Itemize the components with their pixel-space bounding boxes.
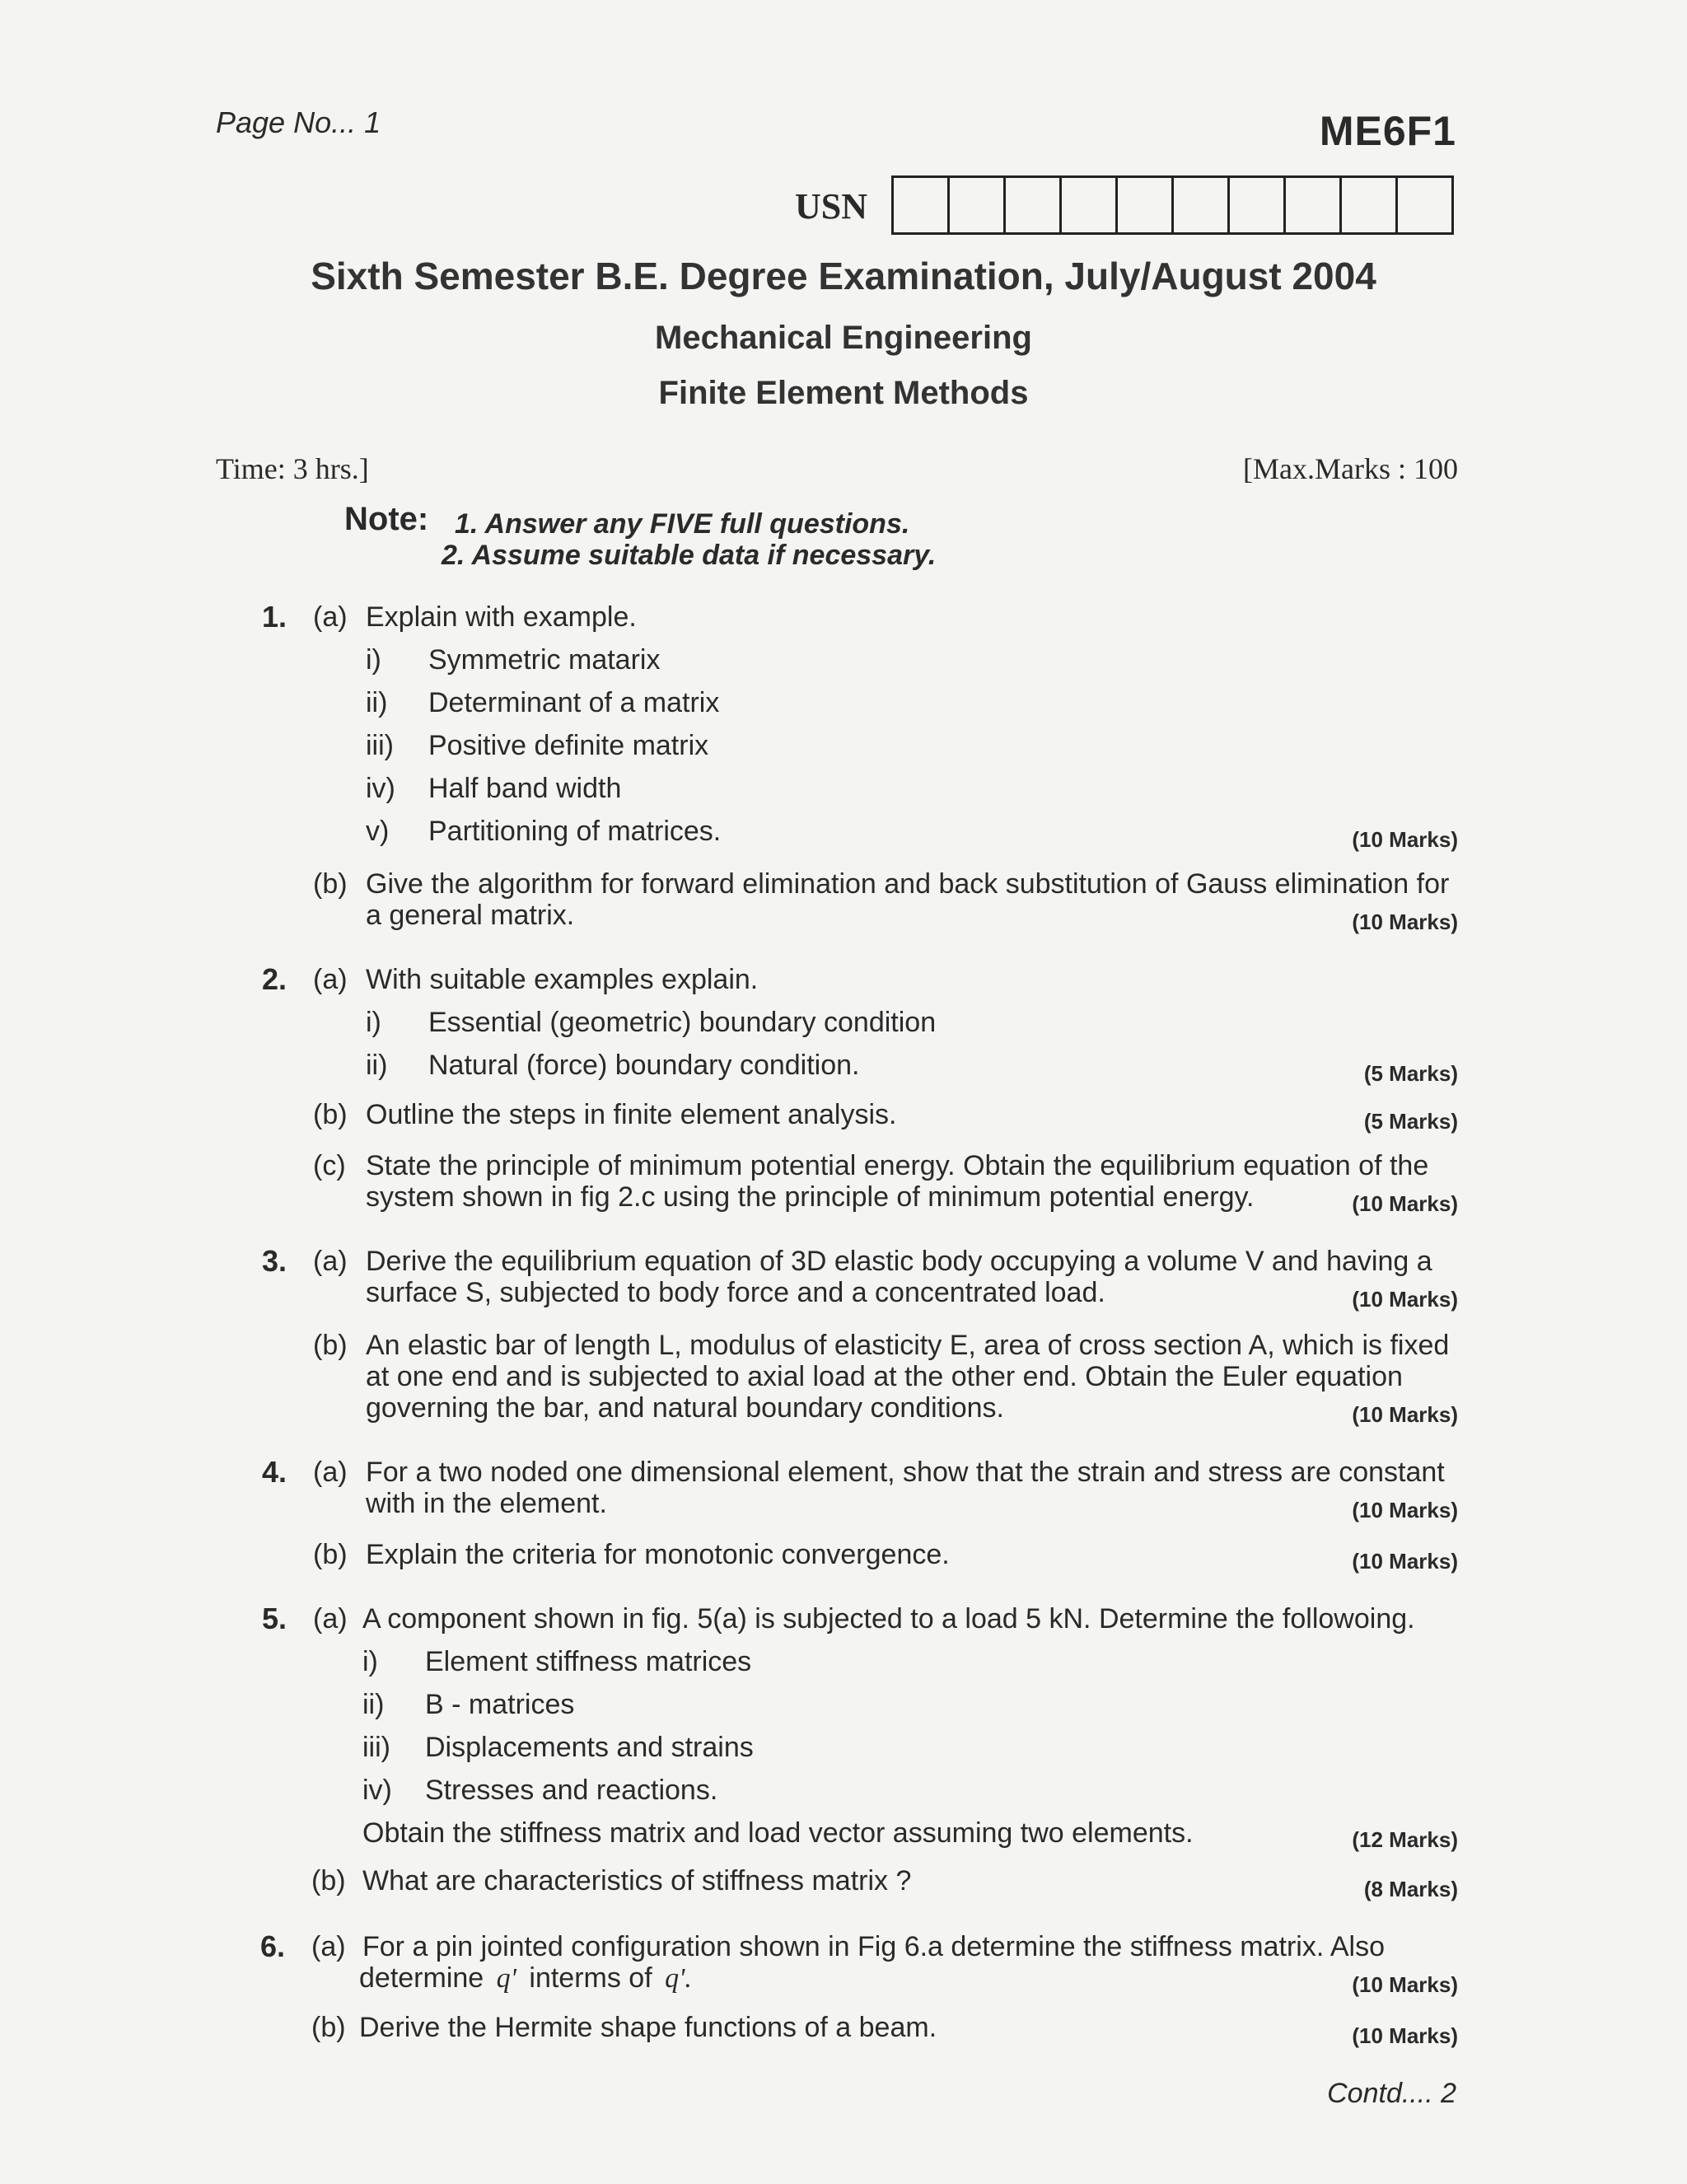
part-label: (b) xyxy=(311,2012,346,2043)
usn-box xyxy=(1118,178,1174,232)
question-text: Outline the steps in finite element analysis. xyxy=(366,1099,897,1130)
question-text: surface S, subjected to body force and a concentrated load. xyxy=(366,1277,1105,1308)
usn-box xyxy=(950,178,1006,232)
part-label: (b) xyxy=(313,1330,348,1361)
note-line-1: 1. Answer any FIVE full questions. xyxy=(455,508,910,540)
item-text: Essential (geometric) boundary condition xyxy=(428,1007,937,1038)
part-label: (b) xyxy=(313,868,348,900)
question-number: 3. xyxy=(262,1244,287,1278)
question-text: Derive the equilibrium equation of 3D elastic body occupying a volume V and having a xyxy=(366,1246,1432,1277)
marks: (5 Marks) xyxy=(1363,1109,1458,1134)
question-text: with in the element. xyxy=(366,1488,607,1519)
question-number: 4. xyxy=(262,1455,287,1489)
part-label: (c) xyxy=(313,1150,346,1181)
item-text: Natural (force) boundary condition. xyxy=(428,1050,860,1081)
math-symbol: q' xyxy=(496,1963,516,1994)
exam-title: Sixth Semester B.E. Degree Examination, July/August 2004 xyxy=(311,255,1376,297)
part-label: (b) xyxy=(313,1099,348,1130)
item-text: Positive definite matrix xyxy=(428,730,709,761)
question-text: State the principle of minimum potential energy. Obtain the equilibrium equation of the xyxy=(366,1150,1429,1181)
usn-box xyxy=(1342,178,1398,232)
marks: (10 Marks) xyxy=(1352,1549,1458,1574)
text-fragment: interms of xyxy=(529,1962,652,1994)
marks: (5 Marks) xyxy=(1363,1061,1458,1086)
time-allowed: Time: 3 hrs.] xyxy=(216,452,369,485)
marks: (10 Marks) xyxy=(1352,1972,1458,1997)
note-line-2: 2. Assume suitable data if necessary. xyxy=(442,540,937,571)
question-number: 5. xyxy=(262,1602,287,1635)
item-number: i) xyxy=(362,1646,378,1677)
item-number: ii) xyxy=(362,1689,385,1720)
question-text: For a two noded one dimensional element, show that the strain and stress are constant xyxy=(366,1457,1445,1488)
question-text: With suitable examples explain. xyxy=(366,964,759,995)
usn-box xyxy=(894,178,950,232)
usn-box xyxy=(1286,178,1342,232)
question-number: 6. xyxy=(260,1929,286,1963)
usn-box xyxy=(1174,178,1230,232)
item-number: i) xyxy=(366,644,381,676)
item-text: Determinant of a matrix xyxy=(428,687,720,718)
max-marks: [Max.Marks : 100 xyxy=(1243,452,1458,485)
item-text: Displacements and strains xyxy=(425,1732,754,1763)
question-text: Explain the criteria for monotonic convergence. xyxy=(366,1539,950,1570)
item-text: B - matrices xyxy=(425,1689,575,1720)
item-number: ii) xyxy=(366,1050,388,1081)
question-text: A component shown in fig. 5(a) is subjected to a load 5 kN. Determine the followoing. xyxy=(362,1603,1415,1634)
question-text: Derive the Hermite shape functions of a beam. xyxy=(359,2012,937,2043)
part-label: (b) xyxy=(313,1539,348,1570)
item-number: iii) xyxy=(362,1732,390,1763)
part-label: (a) xyxy=(313,601,348,633)
marks: (10 Marks) xyxy=(1352,1402,1458,1427)
question-text: An elastic bar of length L, modulus of elasticity E, area of cross section A, which is fixed xyxy=(366,1330,1450,1361)
usn-box xyxy=(1230,178,1286,232)
item-number: iii) xyxy=(366,730,394,761)
usn-entry-boxes xyxy=(891,175,1454,235)
question-text: system shown in fig 2.c using the principle of minimum potential energy. xyxy=(366,1181,1255,1213)
part-label: (a) xyxy=(313,1603,348,1634)
usn-box xyxy=(1398,178,1451,232)
marks: (12 Marks) xyxy=(1352,1827,1458,1852)
item-number: iv) xyxy=(366,773,395,804)
question-text-line xyxy=(359,1962,692,1995)
usn-box xyxy=(1006,178,1062,232)
item-text: Symmetric matarix xyxy=(428,644,661,676)
usn-box xyxy=(1062,178,1118,232)
question-text: What are characteristics of stiffness matrix ? xyxy=(362,1865,912,1896)
item-number: ii) xyxy=(366,687,388,718)
item-number: v) xyxy=(366,816,390,847)
question-text: Explain with example. xyxy=(366,601,637,633)
part-label: (a) xyxy=(311,1931,346,1962)
usn-label: USN xyxy=(795,186,868,227)
item-number: iv) xyxy=(362,1775,392,1806)
question-text: For a pin jointed configuration shown in Fig 6.a determine the stiffness matrix. Also xyxy=(362,1931,1386,1962)
question-text: a general matrix. xyxy=(366,900,575,931)
question-number: 2. xyxy=(262,962,287,996)
part-label: (b) xyxy=(311,1865,346,1896)
subject-title: Finite Element Methods xyxy=(658,375,1029,411)
marks: (10 Marks) xyxy=(1352,827,1458,852)
marks: (10 Marks) xyxy=(1352,1287,1458,1312)
item-text: Partitioning of matrices. xyxy=(428,816,722,847)
part-label: (a) xyxy=(313,964,348,995)
item-text: Stresses and reactions. xyxy=(425,1775,718,1806)
question-text: Give the algorithm for forward elimination and back substitution of Gauss elimination for xyxy=(366,868,1450,900)
question-number: 1. xyxy=(262,600,287,634)
marks: (8 Marks) xyxy=(1363,1877,1458,1901)
marks: (10 Marks) xyxy=(1352,1191,1458,1216)
part-label: (a) xyxy=(313,1246,348,1277)
question-text: Obtain the stiffness matrix and load vector assuming two elements. xyxy=(362,1817,1194,1849)
branch-title: Mechanical Engineering xyxy=(655,320,1032,356)
item-text: Element stiffness matrices xyxy=(425,1646,752,1677)
marks: (10 Marks) xyxy=(1352,2023,1458,2048)
text-fragment: determine xyxy=(359,1962,484,1994)
continued-note: Contd.... 2 xyxy=(1327,2078,1456,2109)
note-label: Note: xyxy=(344,501,429,537)
part-label: (a) xyxy=(313,1457,348,1488)
marks: (10 Marks) xyxy=(1352,1498,1458,1522)
item-number: i) xyxy=(366,1007,381,1038)
item-text: Half band width xyxy=(428,773,622,804)
marks: (10 Marks) xyxy=(1352,910,1458,934)
question-text: governing the bar, and natural boundary conditions. xyxy=(366,1392,1004,1424)
paper-code: ME6F1 xyxy=(1319,108,1456,154)
page-number: Page No... 1 xyxy=(216,105,381,139)
question-text: at one end and is subjected to axial load at the other end. Obtain the Euler equation xyxy=(366,1361,1403,1392)
math-symbol: q'. xyxy=(665,1963,692,1994)
